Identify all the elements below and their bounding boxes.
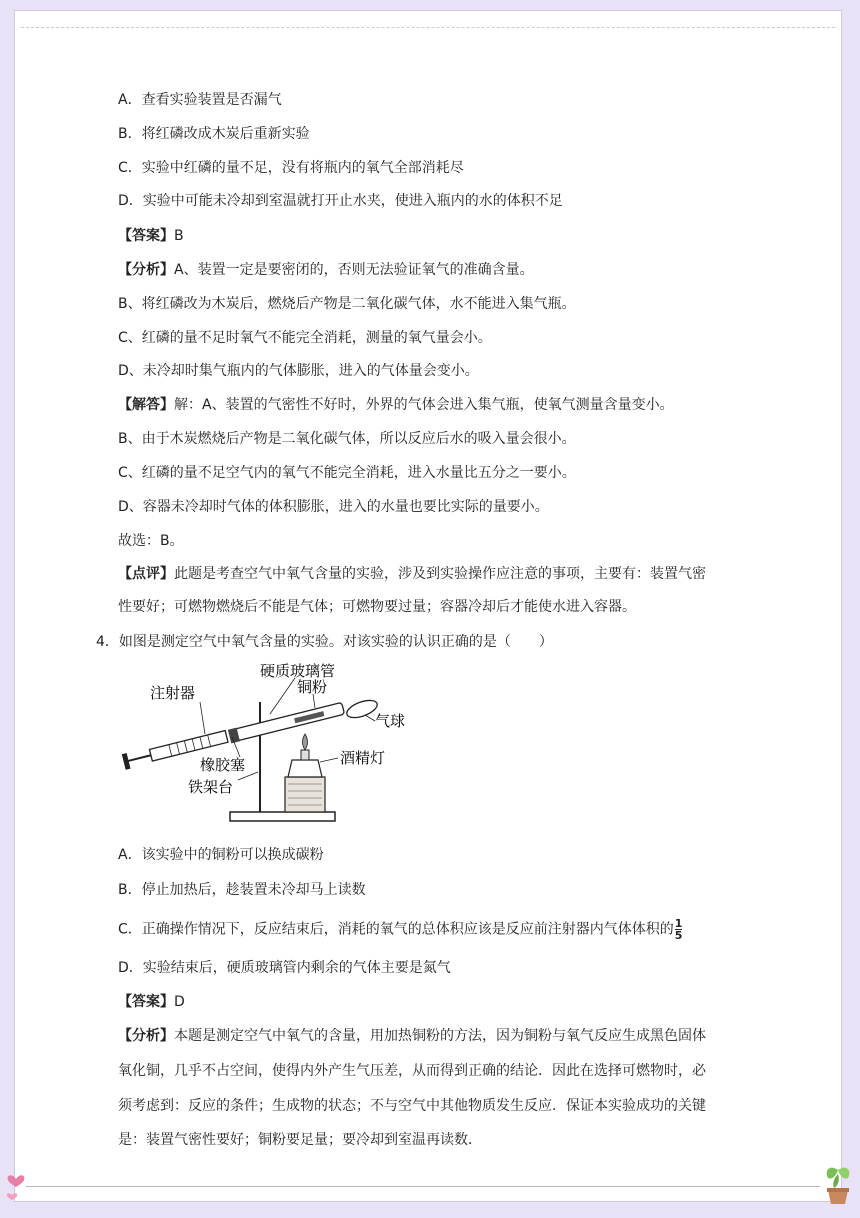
- prev-analysis-1: [118, 260, 800, 280]
- syringe-plunger: [128, 755, 151, 761]
- q4-option-c: [118, 918, 800, 941]
- potted-plant-icon: [820, 1160, 856, 1208]
- prev-option-d: D．实验中可能未冷却到室温就打开止水夹，使进入瓶内的水的体积不足: [118, 193, 563, 209]
- q4-option-b: B．停止加热后，趁装置未冷却马上读数: [118, 882, 366, 898]
- prev-answer: [118, 226, 800, 246]
- q4-option-c-text: C．正确操作情况下，反应结束后，消耗的氧气的总体积应该是反应前注射器内气体体积的: [118, 921, 674, 938]
- prev-solution-4: D、容器未冷却时气体的体积膨胀，进入的水量也要比实际的量要小。: [118, 499, 549, 515]
- prev-option-b: B．将红磷改成木炭后重新实验: [118, 126, 310, 142]
- prev-option-a: A．查看实验装置是否漏气: [118, 92, 282, 108]
- glass-tube: [235, 702, 345, 740]
- label-stopper: 橡胶塞: [200, 756, 246, 774]
- q4-option-d: D．实验结束后，硬质玻璃管内剩余的气体主要是氮气: [118, 960, 451, 976]
- q4-answer: [118, 992, 800, 1012]
- analysis-text: A、装置一定是要密闭的，否则无法验证氧气的准确含量。: [174, 262, 534, 278]
- prev-analysis-3: C、红磷的量不足时氧气不能完全消耗，测量的氧气量会小。: [118, 330, 492, 346]
- bottom-border: [26, 1186, 820, 1187]
- prev-comment-1: [118, 564, 800, 584]
- prev-solution-1: [118, 395, 800, 415]
- answer-tag: 【答案】: [118, 228, 174, 244]
- answer-tag: 【答案】: [118, 994, 174, 1010]
- prev-option-c: C．实验中红磷的量不足，没有将瓶内的氧气全部消耗尽: [118, 160, 464, 176]
- answer-value: D: [174, 994, 185, 1010]
- solution-tag: 【解答】: [118, 397, 174, 413]
- label-copper: 铜粉: [297, 678, 328, 696]
- label-tube: 硬质玻璃管: [260, 662, 336, 680]
- flame: [303, 734, 308, 750]
- q4-option-a: A．该实验中的铜粉可以换成碳粉: [118, 847, 324, 863]
- fraction-num: 1: [674, 917, 683, 930]
- heart-decoration-icon: [4, 1165, 28, 1205]
- q4-analysis-2: 氧化铜，几乎不占空间，使得内外产生气压差，从而得到正确的结论．因此在选择可燃物时，必: [118, 1063, 706, 1079]
- analysis-text: 本题是测定空气中氧气的含量，用加热铜粉的方法，因为铜粉与氧气反应生成黑色固体: [174, 1028, 706, 1044]
- fraction-one-fifth: [675, 918, 683, 941]
- fraction-den: 5: [674, 929, 683, 942]
- label-lamp: 酒精灯: [340, 749, 386, 767]
- comment-tag: 【点评】: [118, 566, 174, 582]
- wood-block: [285, 777, 325, 812]
- question-4-stem: 4．如图是测定空气中氧气含量的实验。对该实验的认识正确的是（ ）: [96, 634, 553, 650]
- label-syringe: 注射器: [150, 684, 196, 702]
- label-balloon: 气球: [375, 712, 406, 730]
- apparatus-figure: [120, 662, 420, 832]
- analysis-tag: 【分析】: [118, 1028, 174, 1044]
- prev-solution-5: 故选：B。: [118, 533, 184, 549]
- q4-analysis-3: 须考虑到：反应的条件；生成物的状态；不与空气中其他物质发生反应．保证本实验成功的关键: [118, 1098, 706, 1114]
- analysis-tag: 【分析】: [118, 262, 174, 278]
- label-stand: 铁架台: [188, 778, 234, 796]
- prev-comment-2: 性要好；可燃物燃烧后不能是气体；可燃物要过量；容器冷却后才能使水进入容器。: [118, 599, 636, 615]
- alcohol-lamp: [288, 760, 322, 777]
- prev-analysis-2: B、将红磷改为木炭后，燃烧后产物是二氧化碳气体，水不能进入集气瓶。: [118, 296, 576, 312]
- stand-base: [230, 812, 335, 821]
- solution-text: 解：A、装置的气密性不好时，外界的气体会进入集气瓶，使氧气测量含量变小。: [174, 397, 674, 413]
- comment-text: 此题是考查空气中氧气含量的实验，涉及到实验操作应注意的事项，主要有：装置气密: [174, 566, 706, 582]
- prev-analysis-4: D、未冷却时集气瓶内的气体膨胀，进入的气体量会变小。: [118, 363, 479, 379]
- page-top-border: [21, 13, 835, 28]
- prev-solution-2: B、由于木炭燃烧后产物是二氧化碳气体，所以反应后水的吸入量会很小。: [118, 431, 576, 447]
- prev-solution-3: C、红磷的量不足空气内的氧气不能完全消耗，进入水量比五分之一要小。: [118, 465, 576, 481]
- q4-analysis-4: 是：装置气密性要好；铜粉要足量；要冷却到室温再读数．: [118, 1132, 482, 1148]
- q4-analysis-1: [118, 1026, 800, 1046]
- answer-value: B: [174, 228, 184, 244]
